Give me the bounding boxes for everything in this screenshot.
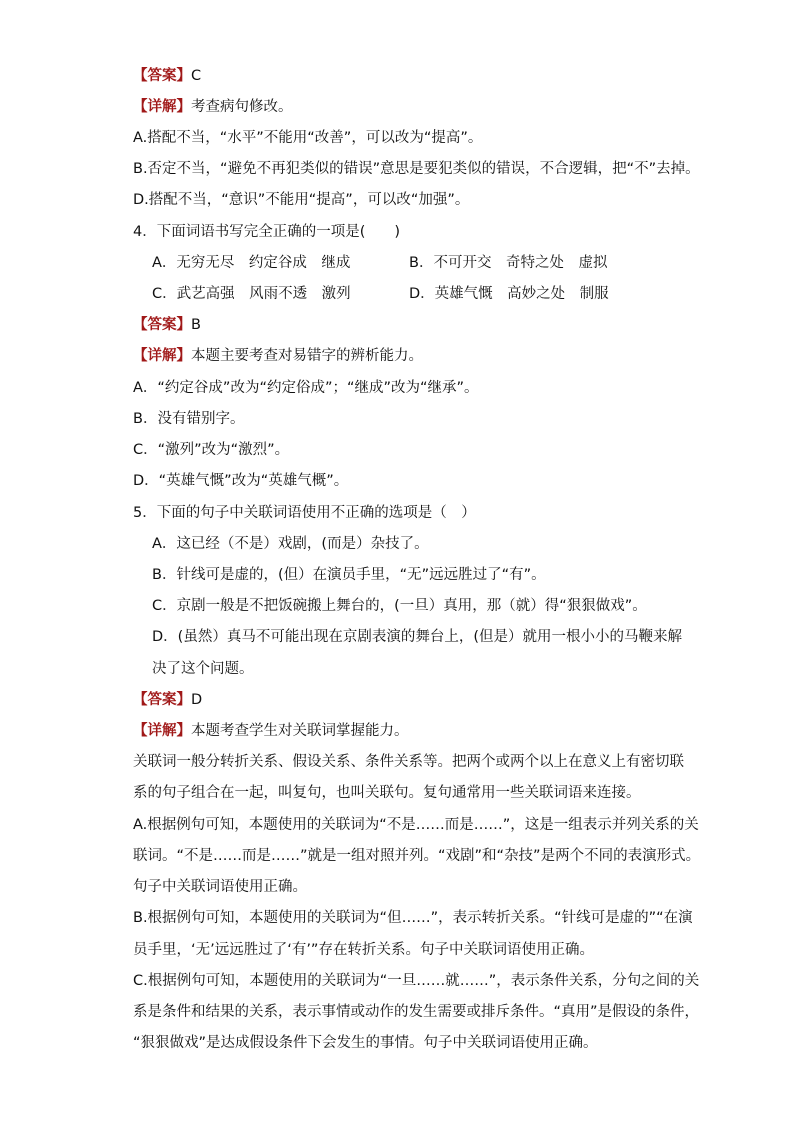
- text-line: B．没有错别字。: [133, 411, 245, 427]
- text-line: D.搭配不当，“意识”不能用“提高”，可以改“加强”。: [133, 192, 470, 208]
- explanation-line: [133, 721, 409, 741]
- text-line: A.根据例句可知，本题使用的关联词为“不是……而是……”，这是一组表示并列关系的关: [133, 817, 699, 833]
- text-line: 员手里，‘无’远远胜过了‘有’”存在转折关系。句子中关联词语使用正确。: [133, 942, 594, 958]
- explanation-text: 考查病句修改。: [191, 99, 293, 115]
- text-line: D．“英雄气慨”改为“英雄气概”。: [133, 473, 349, 489]
- text-line: A.搭配不当，“水平”不能用“改善”，可以改为“提高”。: [133, 130, 483, 146]
- option-d: D．英雄气慨 高妙之处 制服: [409, 286, 609, 302]
- answer-line: [133, 690, 202, 710]
- question-5: 5．下面的句子中关联词语使用不正确的选项是（ ）: [133, 505, 476, 521]
- answer-tag: 【答案】: [133, 317, 191, 333]
- option-c: C．武艺高强 风雨不透 激列: [152, 286, 351, 302]
- option-b: B．不可开交 奇特之处 虚拟: [409, 255, 608, 271]
- text-line: 句子中关联词语使用正确。: [133, 879, 307, 895]
- explanation-tag: 【详解】: [133, 99, 191, 115]
- text-line: C．“激列”改为“激烈”。: [133, 442, 290, 458]
- text-line: C.根据例句可知，本题使用的关联词为“一旦……就……”，表示条件关系，分句之间的关: [133, 973, 700, 989]
- answer-tag: 【答案】: [133, 692, 191, 708]
- answer-text: D: [191, 692, 203, 708]
- option-d-continued: 决了这个问题。: [152, 661, 254, 677]
- explanation-text: 本题主要考查对易错字的辨析能力。: [191, 348, 423, 364]
- text-line: “狠狠做戏”是达成假设条件下会发生的事情。句子中关联词语使用正确。: [133, 1035, 598, 1051]
- text-line: 系是条件和结果的关系，表示事情或动作的发生需要或排斥条件。“真用”是假设的条件，: [133, 1004, 700, 1020]
- answer-line: [133, 315, 201, 335]
- option-a: A．这已经（不是）戏剧，(而是）杂技了。: [152, 536, 429, 552]
- option-d: D．(虽然）真马不可能出现在京剧表演的舞台上，(但是）就用一根小小的马鞭来解: [152, 629, 682, 645]
- question-4: 4．下面词语书写完全正确的一项是( ): [133, 224, 401, 240]
- explanation-text: 本题考查学生对关联词掌握能力。: [191, 723, 409, 739]
- option-a: A．无穷无尽 约定谷成 继成: [152, 255, 351, 271]
- explanation-line: [133, 346, 423, 366]
- answer-tag: 【答案】: [133, 68, 191, 84]
- explanation-tag: 【详解】: [133, 348, 191, 364]
- text-line: A．“约定谷成”改为“约定俗成”；“继成”改为“继承”。: [133, 380, 479, 396]
- option-b: B．针线可是虚的，(但）在演员手里，“无”远远胜过了“有”。: [152, 567, 546, 583]
- text-line: 关联词一般分转折关系、假设关系、条件关系等。把两个或两个以上在意义上有密切联: [133, 754, 684, 770]
- text-line: B.否定不当，“避免不再犯类似的错误”意思是要犯类似的错误，不合逻辑，把“不”去掉。: [133, 161, 700, 177]
- answer-text: B: [191, 317, 201, 333]
- option-c: C．京剧一般是不把饭碗搬上舞台的，(一旦）真用，那（就）得“狠狠做戏”。: [152, 598, 647, 614]
- text-line: B.根据例句可知，本题使用的关联词为“但……”，表示转折关系。“针线可是虚的”“在演: [133, 910, 693, 926]
- explanation-tag: 【详解】: [133, 723, 191, 739]
- explanation-line: [133, 97, 293, 117]
- answer-text: C: [191, 68, 202, 84]
- text-line: 系的句子组合在一起，叫复句，也叫关联句。复句通常用一些关联词语来连接。: [133, 785, 641, 801]
- text-line: 联词。“不是……而是……”就是一组对照并列。“戏剧”和“杂技”是两个不同的表演形式。: [133, 848, 701, 864]
- answer-line: [133, 66, 201, 86]
